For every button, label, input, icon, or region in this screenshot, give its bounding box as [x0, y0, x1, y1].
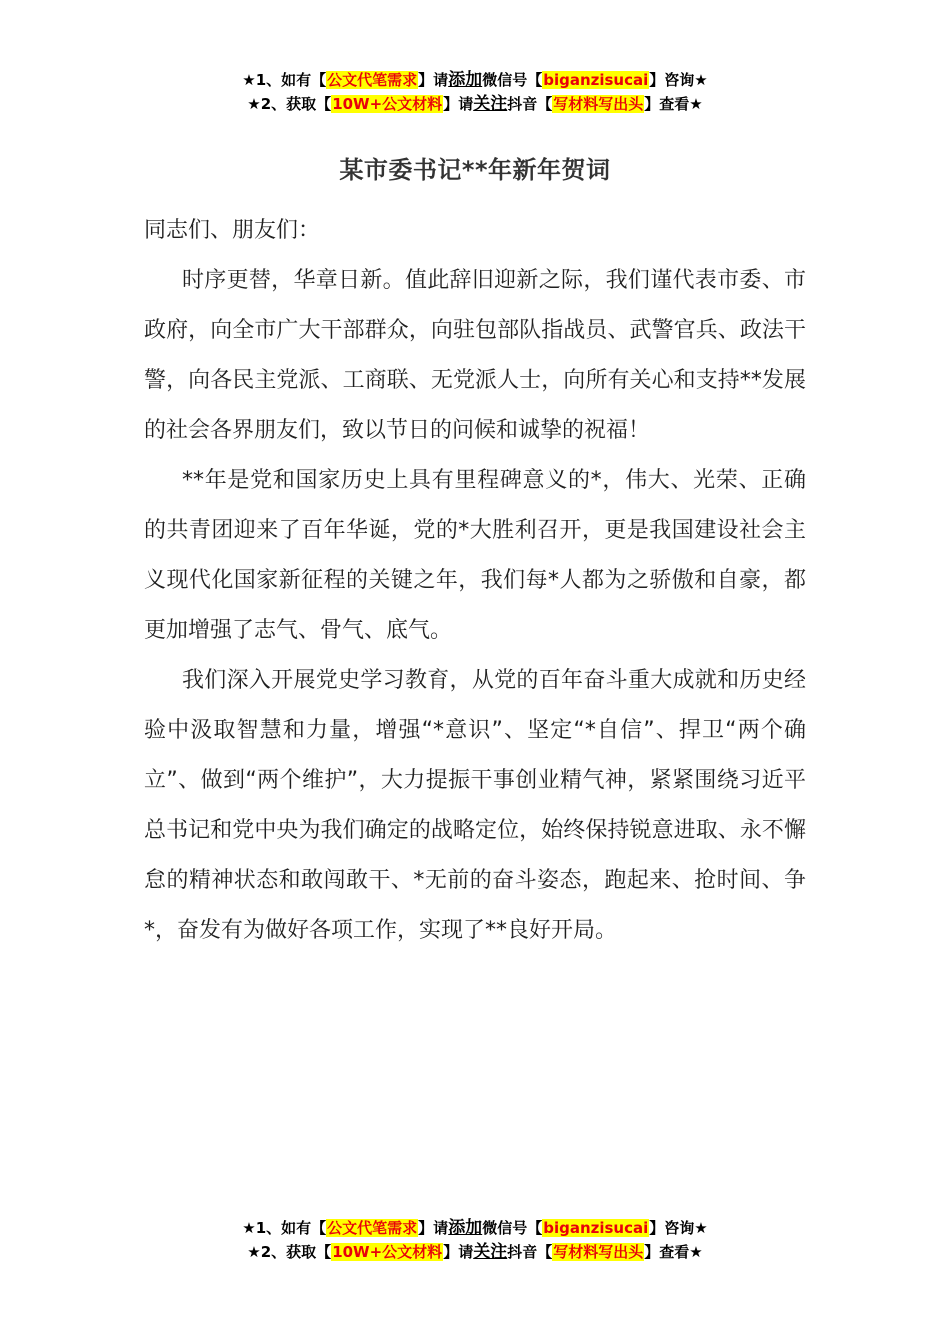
footer-ad-notice [0, 1216, 950, 1264]
ad-text: 微信号【 [482, 1219, 543, 1237]
body-paragraph-3: 我们深入开展党史学习教育，从党的百年奋斗重大成就和历史经验中汲取智慧和力量，增强“*意识”、坚定“*自信”、捍卫“两个确立”、做到“两个维护”，大力提振干事创业精气神，紧紧围绕习近平总书记和党中央为我们确定的战略定位，始终保持锐意进取、永不懈怠的精神状态和敢闯敢干、*无前的奋斗姿态，跑起来、抢时间、争*，奋发有为做好各项工作，实现了**良好开局。 [144, 668, 806, 943]
ad-text: 微信号【 [482, 71, 543, 89]
ad-text: 】请 [443, 1243, 474, 1261]
ad-text: 抖音【 [507, 1243, 553, 1261]
ad-underlined-word: 关注 [473, 94, 508, 114]
ad-line-2 [0, 92, 950, 116]
ad-highlight-service: 公文代笔需求 [327, 1219, 418, 1237]
ad-highlight-materials: 10W+公文材料 [332, 95, 443, 113]
ad-text: 】查看★ [644, 1243, 703, 1261]
ad-line-2 [0, 1240, 950, 1264]
ad-highlight-wechat-id: biganzisucai [543, 1219, 649, 1237]
ad-highlight-materials: 10W+公文材料 [332, 1243, 443, 1261]
ad-underlined-word: 添加 [448, 1218, 483, 1238]
ad-highlight-wechat-id: biganzisucai [543, 71, 649, 89]
ad-text: 】咨询★ [649, 1219, 708, 1237]
ad-text: 】请 [418, 1219, 449, 1237]
body-paragraph-1: 时序更替，华章日新。值此辞旧迎新之际，我们谨代表市委、市政府，向全市广大干部群众，向驻包部队指战员、武警官兵、政法干警，向各民主党派、工商联、无党派人士，向所有关心和支持**发展的社会各界朋友们，致以节日的问候和诚挚的祝福！ [144, 268, 806, 443]
ad-text: 】请 [443, 95, 474, 113]
ad-text: 抖音【 [507, 95, 553, 113]
ad-text: ★1、如有【 [242, 1219, 327, 1237]
ad-underlined-word: 关注 [473, 1242, 508, 1262]
ad-highlight-douyin-account: 写材料写出头 [553, 1243, 644, 1261]
ad-line-1 [0, 1216, 950, 1240]
ad-highlight-douyin-account: 写材料写出头 [553, 95, 644, 113]
body-paragraph-2: **年是党和国家历史上具有里程碑意义的*，伟大、光荣、正确的共青团迎来了百年华诞，党的*大胜利召开，更是我国建设社会主义现代化国家新征程的关键之年，我们每*人都为之骄傲和自豪，都更加增强了志气、骨气、底气。 [144, 468, 806, 643]
ad-text: 】咨询★ [649, 71, 708, 89]
ad-underlined-word: 添加 [448, 70, 483, 90]
document-body [144, 206, 806, 956]
document-title: 某市委书记**年新年贺词 [339, 156, 611, 184]
salutation: 同志们、朋友们： [144, 218, 321, 243]
ad-highlight-service: 公文代笔需求 [327, 71, 418, 89]
ad-text: 】请 [418, 71, 449, 89]
header-ad-notice [0, 68, 950, 116]
ad-text: ★2、获取【 [247, 95, 332, 113]
ad-text: ★1、如有【 [242, 71, 327, 89]
ad-line-1 [0, 68, 950, 92]
ad-text: ★2、获取【 [247, 1243, 332, 1261]
ad-text: 】查看★ [644, 95, 703, 113]
